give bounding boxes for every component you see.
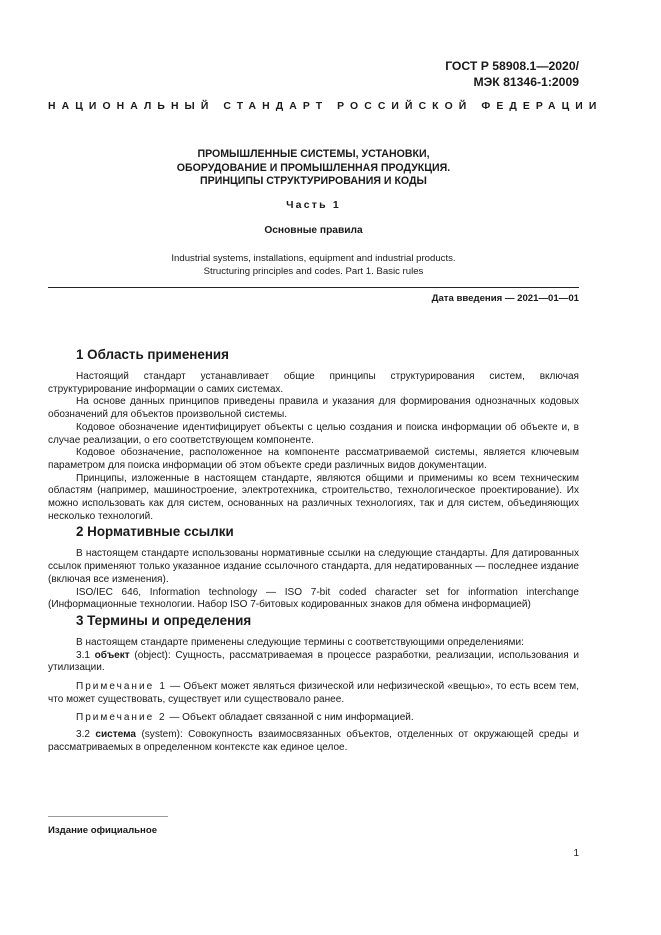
section-1-paragraph: Кодовое обозначение, расположенное на компоненте рассматриваемой системы, является ключевым параметром для поиска информации об этом объекте среди различных видов документации. — [48, 447, 579, 471]
note-text: — Объект может являться физической или нефизической «вещью», то есть всем тем, что может существовать, существует или существовало ранее. — [48, 681, 580, 705]
iec-number: МЭК 81346-1:2009 — [473, 75, 579, 89]
effective-date: Дата введения — 2021—01—01 — [431, 293, 579, 304]
section-1-heading: 1 Область применения — [76, 347, 229, 362]
english-title-line-2: Structuring principles and codes. Part 1. Basic rules — [203, 266, 424, 277]
standard-designation — [445, 58, 579, 90]
national-standard-heading: НАЦИОНАЛЬНЫЙ СТАНДАРТ РОССИЙСКОЙ ФЕДЕРАЦИИ — [48, 101, 603, 112]
official-edition-label: Издание официальное — [48, 825, 158, 836]
title-line-2: ОБОРУДОВАНИЕ И ПРОМЫШЛЕННАЯ ПРОДУКЦИЯ. — [176, 161, 451, 174]
term-number: 3.2 — [76, 729, 90, 741]
section-1-paragraph: На основе данных принципов приведены правила и указания для формирования однозначных кодовых обозначений для объектов произвольной системы. — [48, 396, 579, 421]
term-number: 3.1 — [76, 649, 90, 661]
section-1-paragraph: Кодовое обозначение идентифицирует объекты с целью создания и поиска информации об объекте и, в случае реализации, о его соответствующем компоненте. — [48, 421, 579, 446]
subtitle: Основные правила — [264, 225, 363, 236]
term-text: (system): Совокупность взаимосвязанных объектов, отделенных от окружающей среды и рассматриваемых в определенном контексте как единое целое. — [48, 729, 579, 753]
note — [48, 681, 579, 706]
english-title-line-1: Industrial systems, installations, equipment and industrial products. — [171, 253, 456, 264]
standard-number: ГОСТ Р 58908.1—2020/ — [445, 59, 579, 73]
section-3-paragraph: В настоящем стандарте применены следующие термины с соответствующими определениями: — [76, 636, 524, 648]
term-name: объект — [94, 649, 130, 661]
section-3-heading: 3 Термины и определения — [76, 612, 252, 628]
term-name: система — [95, 729, 137, 741]
note-label: Примечание 2 — [76, 712, 167, 724]
term-definition — [48, 650, 579, 675]
term-text: (object): Сущность, рассматриваемая в процессе разработки, реализации, использования и утилизации. — [48, 649, 579, 674]
title-line-3: ПРИНЦИПЫ СТРУКТУРИРОВАНИЯ И КОДЫ — [200, 175, 427, 187]
section-1-paragraph: Настоящий стандарт устанавливает общие принципы структурирования систем, включая структурирование информации о самих системах. — [48, 371, 579, 395]
section-2-paragraph: В настоящем стандарте использованы нормативные ссылки на следующие стандарты. Для датированных ссылок применяют только указанное издание ссылочного стандарта, для недатированных — последнее издание (включая все изменения). — [48, 548, 579, 585]
footer-divider — [48, 816, 168, 817]
document-title — [48, 148, 579, 189]
title-divider — [48, 287, 579, 288]
term-definition — [48, 729, 579, 754]
note-label: Примечание 1 — [76, 681, 167, 693]
section-2-paragraph: ISO/IEC 646, Information technology — ISO 7-bit coded character set for information interchange (Информационные технологии. Набор ISO 7-битовых кодированных знаков для обмена информацией) — [48, 586, 579, 611]
page-number: 1 — [573, 848, 579, 859]
note-text: — Объект обладает связанной с ним информацией. — [169, 712, 414, 724]
title-line-1: ПРОМЫШЛЕННЫЕ СИСТЕМЫ, УСТАНОВКИ, — [197, 148, 430, 160]
section-1-paragraph: Принципы, изложенные в настоящем стандарте, являются общими и применимы ко всем техническим областям (например, машиностроение, электротехника, строительство, технологическое проектирование). Их можно использовать как для систем, основанных на различных технологиях, так и для систем, объединяющих несколько технологий. — [48, 472, 579, 522]
part-label: Часть 1 — [286, 199, 341, 211]
english-title — [48, 252, 579, 278]
note — [48, 712, 579, 725]
section-2-heading: 2 Нормативные ссылки — [76, 524, 234, 540]
document-body — [48, 346, 579, 755]
